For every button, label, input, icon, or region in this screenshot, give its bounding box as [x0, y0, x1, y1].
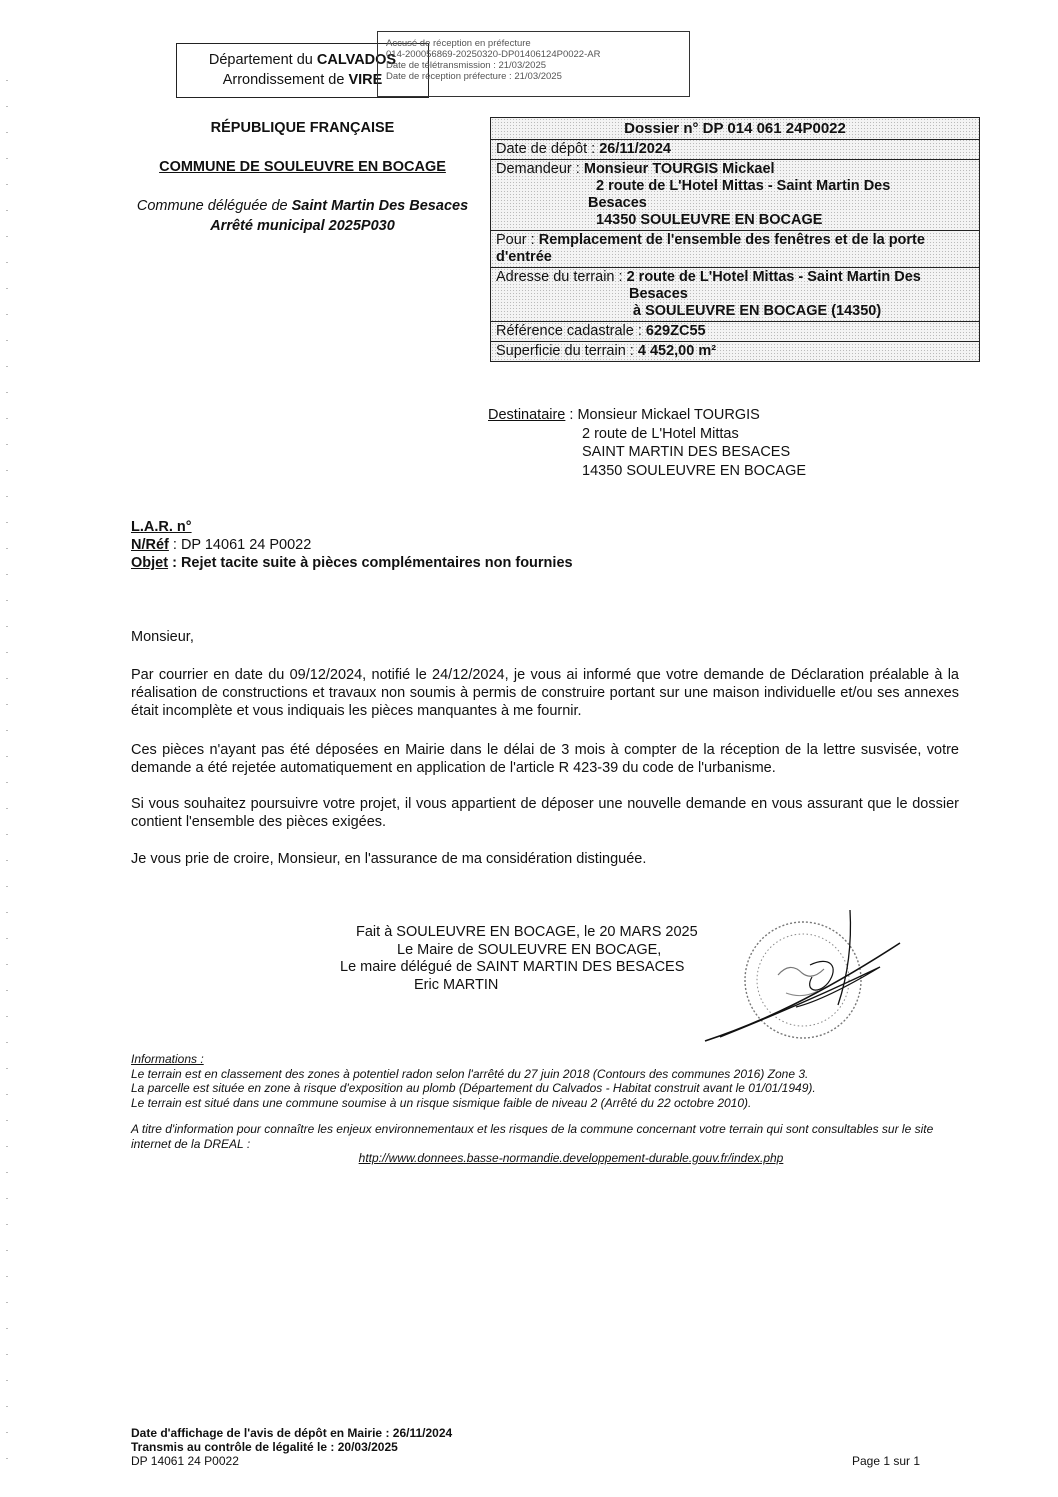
dossier-title: Dossier n° DP 014 061 24P0022 — [624, 120, 846, 137]
dossier-adresse-row: Adresse du terrain : 2 route de L'Hotel Mittas - Saint Martin Des Besaces à SOULEUVRE EN BOCAGE (14350) — [491, 267, 979, 321]
commune-heading: COMMUNE DE SOULEUVRE EN BOCAGE — [159, 159, 446, 175]
dossier-date-row: Date de dépôt : 26/11/2024 — [491, 139, 979, 159]
mairie-seal-and-signature-icon — [700, 905, 910, 1050]
dossier-demandeur-row: Demandeur : Monsieur TOURGIS Mickael 2 route de L'Hotel Mittas - Saint Martin Des Besaces 14350 SOULEUVRE EN BOCAGE — [491, 159, 979, 230]
salutation: Monsieur, — [131, 629, 194, 645]
footer-block: Date d'affichage de l'avis de dépôt en Mairie : 26/11/2024 Transmis au contrôle de légalité le : 20/03/2025 DP 14061 24 P0022 — [131, 1426, 453, 1468]
dossier-pour-row: Pour : Remplacement de l'ensemble des fenêtres et de la porte d'entrée — [491, 230, 979, 267]
lar-label: L.A.R. n° — [131, 519, 192, 535]
arrondissement-line: Arrondissement de VIRE — [222, 72, 383, 88]
paragraph-2: Ces pièces n'ayant pas été déposées en Mairie dans le délai de 3 mois à compter de la réception de la lettre susvisée, votre demande a été rejetée automatiquement en application de l'article R 423-39 du code de l'urbanisme. — [131, 742, 959, 776]
signature-block: Fait à SOULEUVRE EN BOCAGE, le 20 MARS 2025 Le Maire de SOULEUVRE EN BOCAGE, Le maire délégué de SAINT MARTIN DES BESACES Eric MARTIN — [340, 924, 698, 993]
informations-block: Informations : Le terrain est en classement des zones à potentiel radon selon l'arrêté du 27 juin 2018 (Contours des communes 2016) Zone 3. La parcelle est située en zone à risque d'exposition au plomb (Département du Calvados - Habitat construit avant le 01/01/1949). Le terrain est situé dans une commune soumise à un risque sismique faible de niveau 2 (Arrêté du 22 octobre 2010). A titre d'information pour connaître les enjeux environnementaux et les risques de la commune concernant votre terrain qui sont consultables sur le site internet de la DREAL : http://www.donnees.basse-normandie.developpement-durable.gouv.fr/index.php — [131, 1052, 961, 1166]
commune-deleguee: Commune déléguée de Saint Martin Des Besaces Arrêté municipal 2025P030 — [136, 198, 469, 234]
dossier-table — [490, 117, 980, 362]
scan-margin-dots — [6, 80, 8, 1460]
paragraph-4: Je vous prie de croire, Monsieur, en l'assurance de ma considération distinguée. — [131, 851, 647, 867]
dossier-cadastre-row: Référence cadastrale : 629ZC55 — [491, 321, 979, 341]
paragraph-1: Par courrier en date du 09/12/2024, notifié le 24/12/2024, je vous ai informé que votre demande de Déclaration préalable à la réalisation de constructions et travaux non soumis à permis de construire portant sur une maison individuelle et/ou ses annexes était incomplète et vous indiquais les pièces manquantes à me fournir. — [131, 667, 959, 719]
republique-heading: RÉPUBLIQUE FRANÇAISE — [210, 120, 395, 136]
dossier-superficie-row: Superficie du terrain : 4 452,00 m² — [491, 341, 979, 361]
prefecture-reception-stamp: Accusé de réception en préfecture 014-200056869-20250320-DP01406124P0022-AR Date de télétransmission : 21/03/2025 Date de réception préfecture : 21/03/2025 — [377, 31, 690, 97]
page-number: Page 1 sur 1 — [852, 1454, 921, 1468]
paragraph-3: Si vous souhaitez poursuivre votre projet, il vous appartient de déposer une nouvelle demande en vous assurant que le dossier contient l'ensemble des pièces exigées. — [131, 796, 959, 830]
dreal-link[interactable]: http://www.donnees.basse-normandie.developpement-durable.gouv.fr/index.php — [358, 1151, 784, 1165]
objet-label: Objet — [131, 555, 169, 571]
arrete-number: Arrêté municipal 2025P030 — [210, 218, 395, 234]
references-block: L.A.R. n° N/Réf : DP 14061 24 P0022 Objet : Rejet tacite suite à pièces complémentaires non fournies — [131, 519, 573, 571]
department-line: Département du CALVADOS — [208, 52, 397, 68]
nref-label: N/Réf — [131, 537, 169, 553]
destinataire-block: Destinataire : Monsieur Mickael TOURGIS 2 route de L'Hotel Mittas SAINT MARTIN DES BESACES 14350 SOULEUVRE EN BOCAGE — [488, 407, 807, 479]
